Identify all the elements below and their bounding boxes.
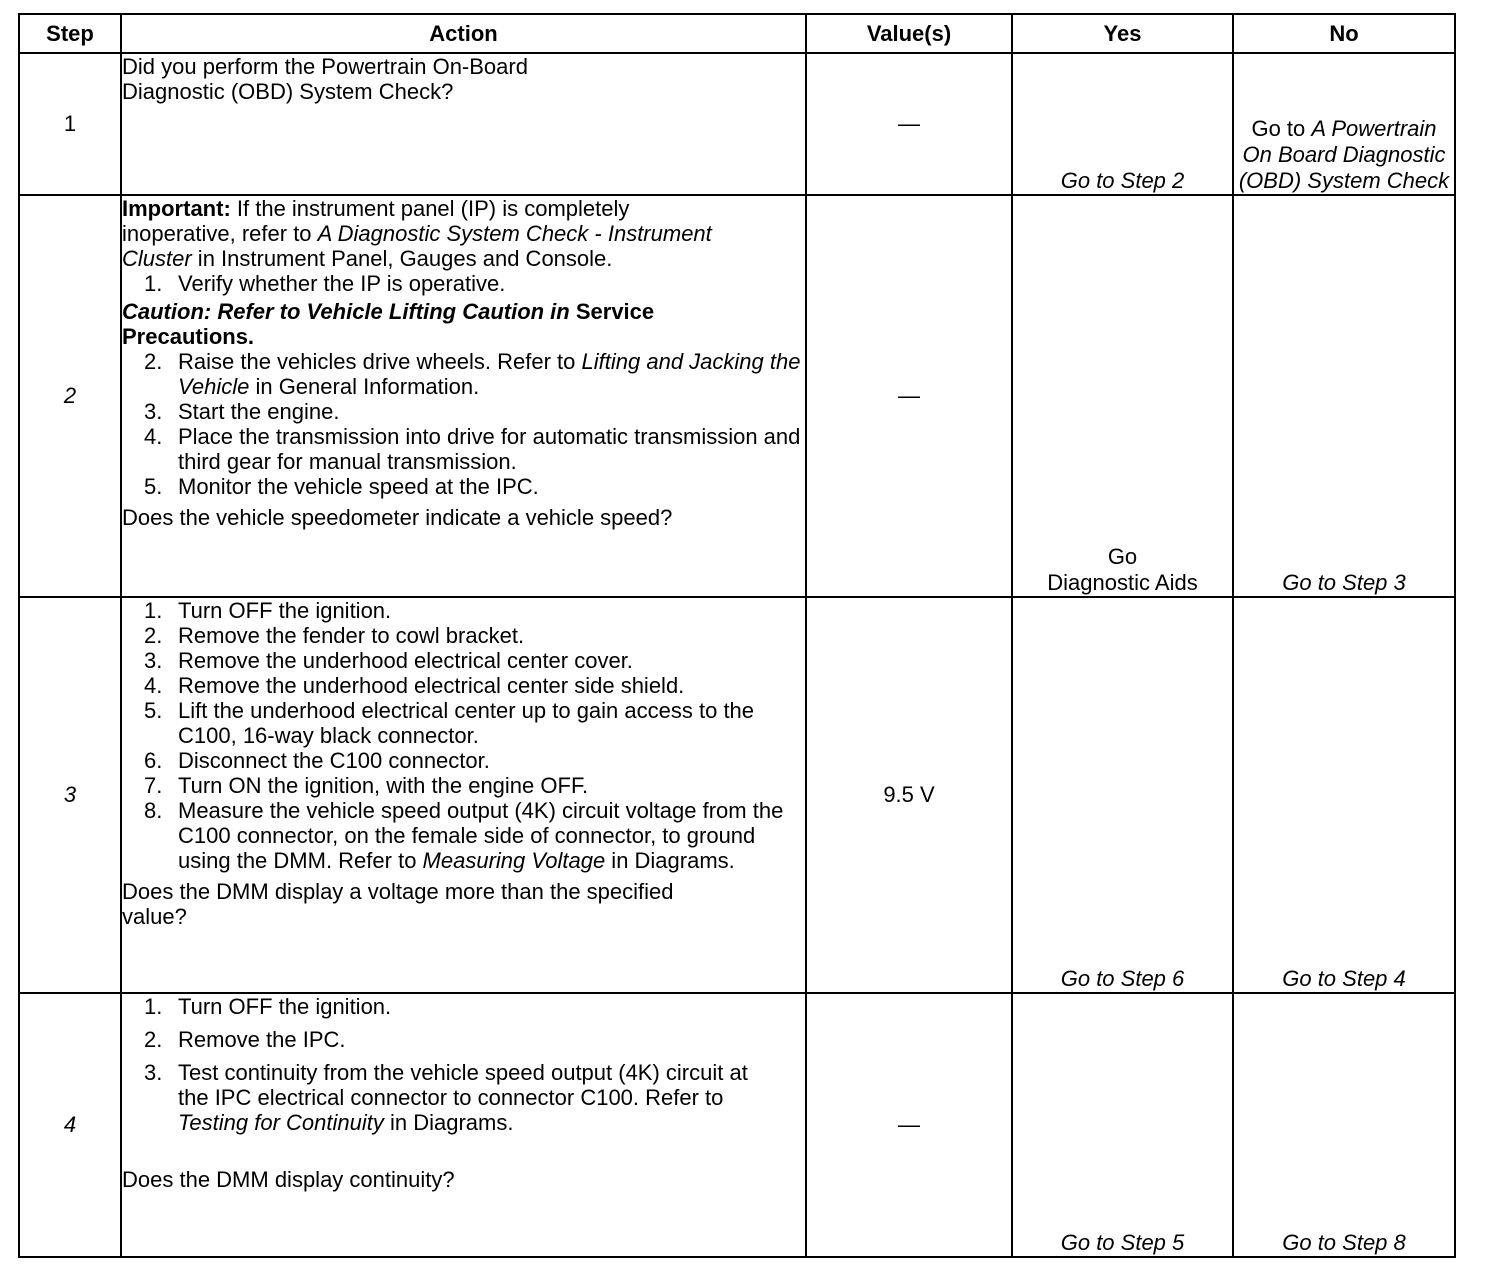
list-number: 2.: [144, 349, 163, 374]
list-item: [122, 1027, 805, 1052]
important-label: Important:: [122, 196, 231, 221]
list-text: Remove the underhood electrical center side shield.: [178, 673, 685, 698]
step-number: 1: [19, 53, 121, 195]
value-cell: 9.5 V: [806, 597, 1012, 993]
list-item: [122, 1060, 805, 1135]
action-question: Does the DMM display a voltage more than the specified value?: [122, 879, 674, 929]
step-number: 4: [19, 993, 121, 1257]
action-question: Does the DMM display continuity?: [122, 1167, 455, 1192]
action-cell: [121, 993, 806, 1257]
list-item: [122, 673, 805, 698]
list-link: Measuring Voltage: [422, 848, 606, 873]
list-link: Testing for Continuity: [178, 1110, 384, 1135]
list-item: [122, 399, 805, 424]
table-row: [19, 53, 1455, 195]
list-number: 3.: [144, 648, 163, 673]
list-number: 6.: [144, 748, 163, 773]
list-number: 4.: [144, 673, 163, 698]
action-question: Does the vehicle speedometer indicate a vehicle speed?: [122, 505, 673, 530]
yes-cell: Go to Step 5: [1012, 993, 1233, 1257]
list-text: Place the transmission into drive for automatic transmission and third gear for manual transmission.: [178, 424, 801, 474]
list-text: Remove the IPC.: [178, 1027, 346, 1052]
list-number: 3.: [144, 399, 163, 424]
list-number: 4.: [144, 424, 163, 449]
list-text: Monitor the vehicle speed at the IPC.: [178, 474, 539, 499]
list-text: Verify whether the IP is operative.: [178, 271, 506, 296]
list-text-end: in Diagrams.: [605, 848, 735, 873]
no-cell: [1233, 53, 1455, 195]
list-text: Remove the fender to cowl bracket.: [178, 623, 525, 648]
important-note: [122, 196, 805, 271]
yes-line: Go: [1107, 544, 1138, 569]
list-item: [122, 271, 805, 296]
header-step: Step: [19, 14, 121, 53]
step-list: [122, 349, 805, 499]
list-text-end: in Diagrams.: [383, 1110, 514, 1135]
action-cell: [121, 597, 806, 993]
list-number: 5.: [144, 698, 163, 723]
list-item: [122, 994, 805, 1019]
important-text-end: in Instrument Panel, Gauges and Console.: [191, 246, 613, 271]
list-item: [122, 349, 805, 399]
no-prefix: Go to: [1251, 116, 1312, 141]
list-number: 7.: [144, 773, 163, 798]
value-cell: —: [806, 195, 1012, 597]
yes-cell: Go to Step 6: [1012, 597, 1233, 993]
step-number: 3: [19, 597, 121, 993]
list-number: 1.: [144, 271, 163, 296]
header-values: Value(s): [806, 14, 1012, 53]
action-question: Did you perform the Powertrain On-Board Diagnostic (OBD) System Check?: [122, 54, 528, 104]
header-yes: Yes: [1012, 14, 1233, 53]
table-row: [19, 993, 1455, 1257]
yes-line: Diagnostic Aids: [1047, 570, 1198, 595]
no-cell: Go to Step 8: [1233, 993, 1455, 1257]
list-text: Disconnect the C100 connector.: [178, 748, 490, 773]
list-item: [122, 798, 805, 873]
header-no: No: [1233, 14, 1455, 53]
list-text: Test continuity from the vehicle speed output (4K) circuit at the IPC electrical connector to connector C100. Refer to: [178, 1060, 748, 1110]
list-item: [122, 773, 805, 798]
list-item: [122, 748, 805, 773]
list-text: Start the engine.: [178, 399, 340, 424]
table-row: [19, 195, 1455, 597]
header-action: Action: [121, 14, 806, 53]
list-text: Turn OFF the ignition.: [178, 994, 392, 1019]
list-text-end: in General Information.: [249, 374, 480, 399]
no-cell: Go to Step 4: [1233, 597, 1455, 993]
step-list: [122, 271, 805, 296]
list-number: 1.: [144, 994, 163, 1019]
step-number: 2: [19, 195, 121, 597]
header-row: [19, 14, 1455, 53]
list-text: Turn OFF the ignition.: [178, 598, 392, 623]
no-link: A Powertrain On Board Diagnostic (OBD) System Check: [1238, 116, 1450, 193]
list-number: 1.: [144, 598, 163, 623]
action-cell: [121, 195, 806, 597]
caution-note: [122, 299, 805, 349]
list-text: Turn ON the ignition, with the engine OFF.: [178, 773, 589, 798]
list-item: [122, 598, 805, 623]
list-item: [122, 474, 805, 499]
list-number: 2.: [144, 623, 163, 648]
list-number: 2.: [144, 1027, 163, 1052]
table-row: [19, 597, 1455, 993]
action-cell: [121, 53, 806, 195]
list-number: 8.: [144, 798, 163, 823]
list-text: Remove the underhood electrical center cover.: [178, 648, 633, 673]
important-link: A Diagnostic System Check - Instrument Cluster: [122, 221, 712, 271]
diagnostic-table: [18, 13, 1456, 1258]
step-list: [122, 994, 805, 1135]
list-text: Measure the vehicle speed output (4K) circuit voltage from the C100 connector, on the female side of connector, to ground using the DMM. Refer to: [178, 798, 784, 873]
list-number: 3.: [144, 1060, 163, 1085]
yes-cell: Go to Step 2: [1012, 53, 1233, 195]
value-cell: —: [806, 53, 1012, 195]
no-cell: Go to Step 3: [1233, 195, 1455, 597]
list-item: [122, 698, 805, 748]
list-item: [122, 623, 805, 648]
list-item: [122, 648, 805, 673]
list-text: Lift the underhood electrical center up to gain access to the C100, 16-way black connector.: [178, 698, 755, 748]
important-text: If the instrument panel (IP) is completely inoperative, refer to: [122, 196, 630, 246]
caution-rest: Service Precautions.: [122, 299, 655, 349]
value-cell: —: [806, 993, 1012, 1257]
list-text: Raise the vehicles drive wheels. Refer to: [178, 349, 582, 374]
step-list: [122, 598, 805, 873]
list-item: [122, 424, 805, 474]
list-link: Lifting and Jacking the Vehicle: [178, 349, 801, 399]
yes-cell: [1012, 195, 1233, 597]
caution-label: Caution: Refer to Vehicle Lifting Caution in: [122, 299, 570, 324]
list-number: 5.: [144, 474, 163, 499]
